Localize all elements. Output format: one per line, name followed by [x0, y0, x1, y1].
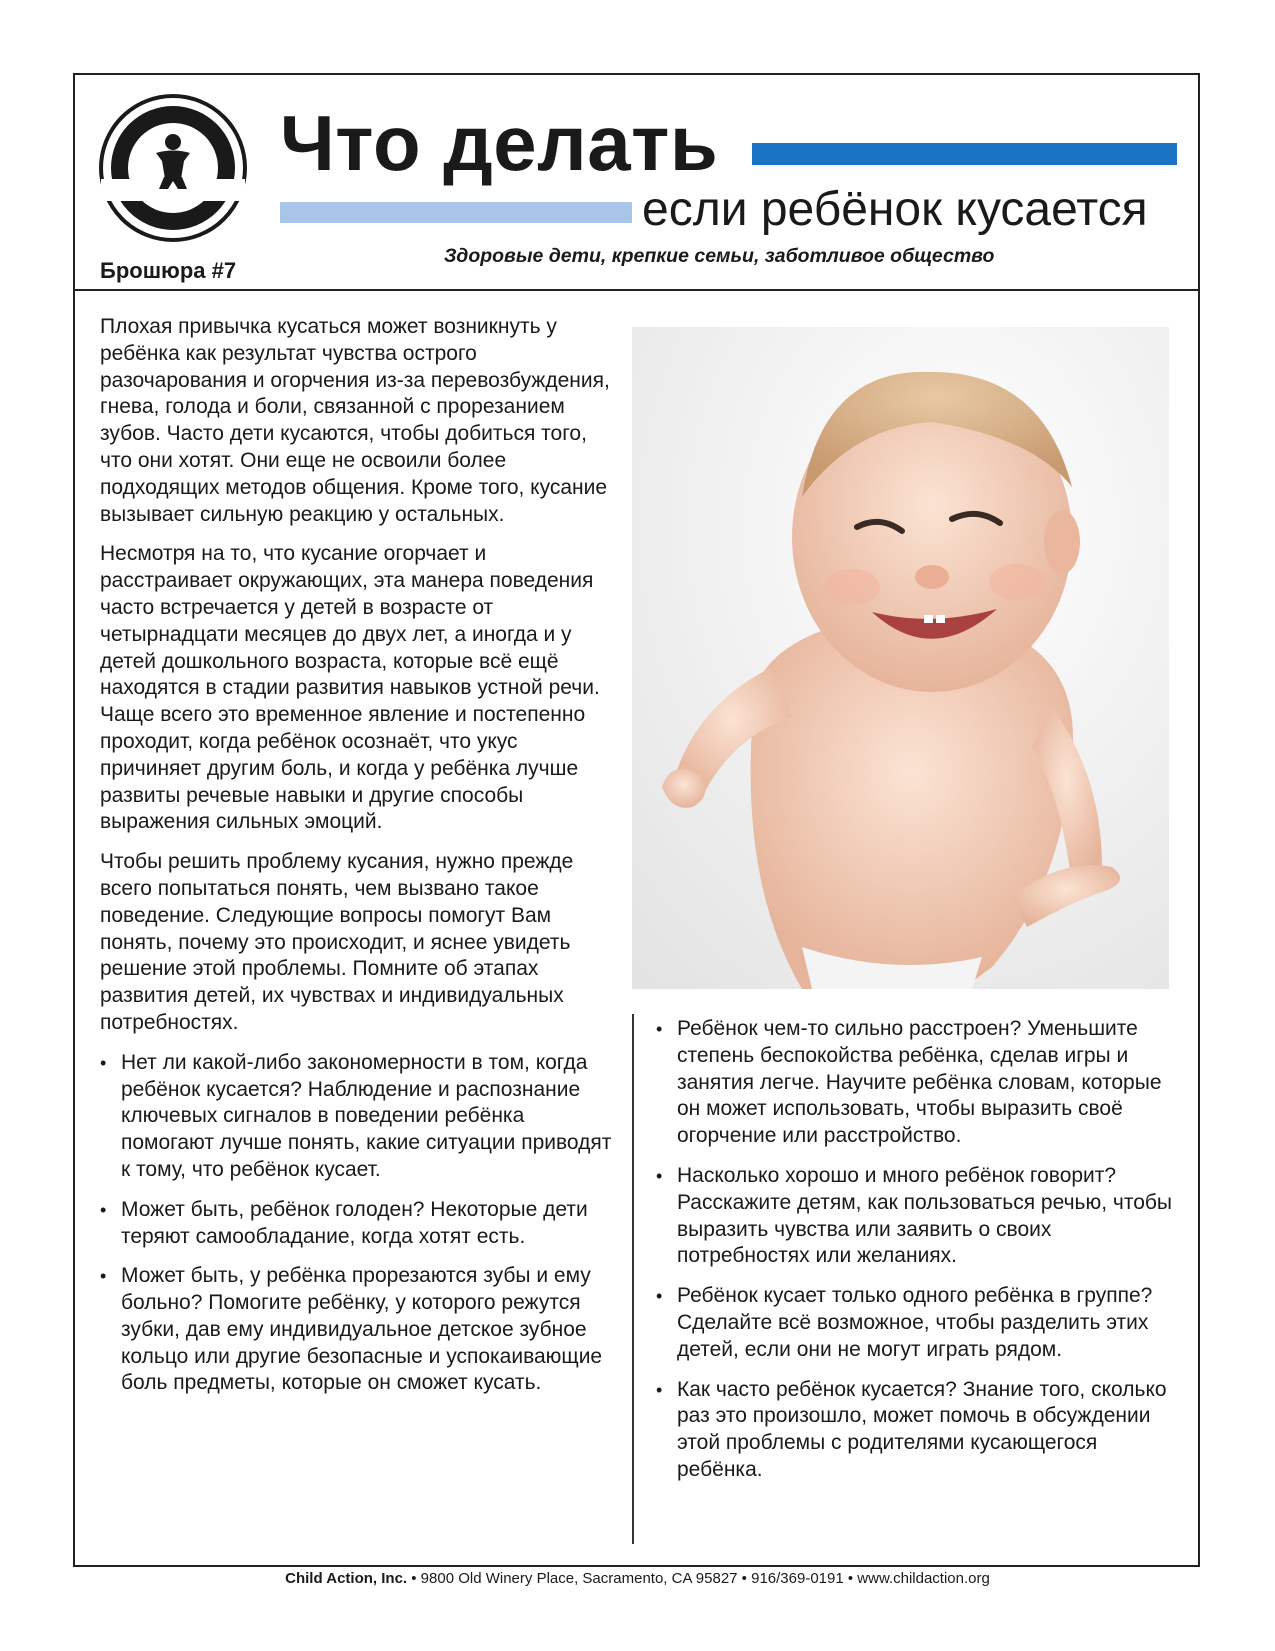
question-list-right: [656, 1016, 1176, 1484]
list-item: [656, 1377, 1176, 1484]
footer-org: Child Action, Inc.: [285, 1570, 408, 1587]
bullet-marker: •: [656, 1379, 663, 1400]
list-item-text: Может быть, ребёнок голоден? Некоторые дети теряют самообладание, когда хотят есть.: [121, 1197, 588, 1248]
list-item: [656, 1016, 1176, 1150]
list-item-text: Ребёнок кусает только одного ребёнка в группе? Сделайте всё возможное, чтобы разделить этих детей, если они не могут играть рядом.: [677, 1284, 1153, 1361]
list-item-text: Может быть, у ребёнка прорезаются зубы и ему больно? Помогите ребёнку, у которого режутся зубки, дав ему индивидуальное детское зубное кольцо или другие безопасные и успокаивающие боль предметы, которые он сможет кусать.: [121, 1264, 603, 1395]
bullet-marker: •: [656, 1286, 663, 1307]
paragraph: Плохая привычка кусаться может возникнуть у ребёнка как результат чувства острого разочарования и огорчения из-за перевозбуждения, гнева, голода и боли, связанной с прорезанием зубов. Часто дети кусаются, чтобы добиться того, что они хотят. Они еще не освоили более подходящих методов общения. Кроме того, кусание вызывает сильную реакцию у остальных.: [100, 315, 610, 526]
footer-contact: • 9800 Old Winery Place, Sacramento, CA 95827 • 916/369-0191 • www.childaction.org: [407, 1570, 990, 1587]
right-column: [656, 1016, 1176, 1497]
column-divider: [632, 1014, 634, 1544]
paragraph: Несмотря на то, что кусание огорчает и расстраивает окружающих, эта манера поведения часто встречается у детей в возрасте от четырнадцати месяцев до двух лет, а иногда и у детей дошкольного возраста, которые всё ещё находятся в стадии развития навыков устной речи. Чаще всего это временное явление и постепенно проходит, когда ребёнок осознаёт, что укус причиняет другим боль, и когда у ребёнка лучше развиты речевые навыки и другие способы выражения сильных эмоций.: [100, 542, 600, 834]
baby-photo: [632, 327, 1169, 989]
tagline: Здоровые дети, крепкие семьи, заботливое общество: [444, 245, 995, 267]
question-list-left: [100, 1050, 620, 1398]
title-accent-bar: [752, 143, 1177, 165]
subtitle-accent-bar: [280, 202, 632, 223]
brochure-number: Брошюра #7: [100, 258, 237, 283]
list-item: [100, 1263, 620, 1397]
footer: [0, 1570, 1275, 1587]
list-item-text: Насколько хорошо и много ребёнок говорит? Расскажите детям, как пользоваться речью, чтобы выразить чувства или заявить о своих потребностях или желаниях.: [677, 1163, 1173, 1268]
bullet-marker: •: [100, 1266, 107, 1287]
page-title: Что делать: [280, 99, 719, 187]
bullet-marker: •: [656, 1165, 663, 1186]
page-subtitle: если ребёнок кусается: [642, 183, 1148, 236]
list-item-text: Как часто ребёнок кусается? Знание того, сколько раз это произошло, может помочь в обсуждении этой проблемы с родителями кусающегося ребёнка.: [677, 1377, 1167, 1481]
list-item: [656, 1163, 1176, 1270]
bullet-marker: •: [100, 1052, 107, 1073]
child-action-logo: [98, 93, 248, 243]
list-item: [656, 1283, 1176, 1363]
left-column: [100, 314, 620, 1410]
bullet-marker: •: [656, 1019, 663, 1039]
bullet-marker: •: [100, 1199, 107, 1220]
header-divider: [73, 289, 1200, 291]
list-item-text: Нет ли какой-либо закономерности в том, когда ребёнок кусается? Наблюдение и распознание ключевых сигналов в поведении ребёнка помогают лучше понять, какие ситуации приводят к тому, что ребёнок кусает.: [121, 1050, 612, 1181]
list-item: [100, 1050, 620, 1184]
list-item: [100, 1197, 620, 1251]
list-item-text: Ребёнок чем-то сильно расстроен? Уменьшите степень беспокойства ребёнка, сделав игры и занятия легче. Научите ребёнка словам, которые он может использовать, чтобы выразить своё огорчение или расстройство.: [677, 1017, 1162, 1148]
paragraph: Чтобы решить проблему кусания, нужно прежде всего попытаться понять, чем вызвано такое поведение. Следующие вопросы помогут Вам понять, почему это происходит, и яснее увидеть решение этой проблемы. Помните об этапах развития детей, их чувствах и индивидуальных потребностях.: [100, 850, 574, 1034]
